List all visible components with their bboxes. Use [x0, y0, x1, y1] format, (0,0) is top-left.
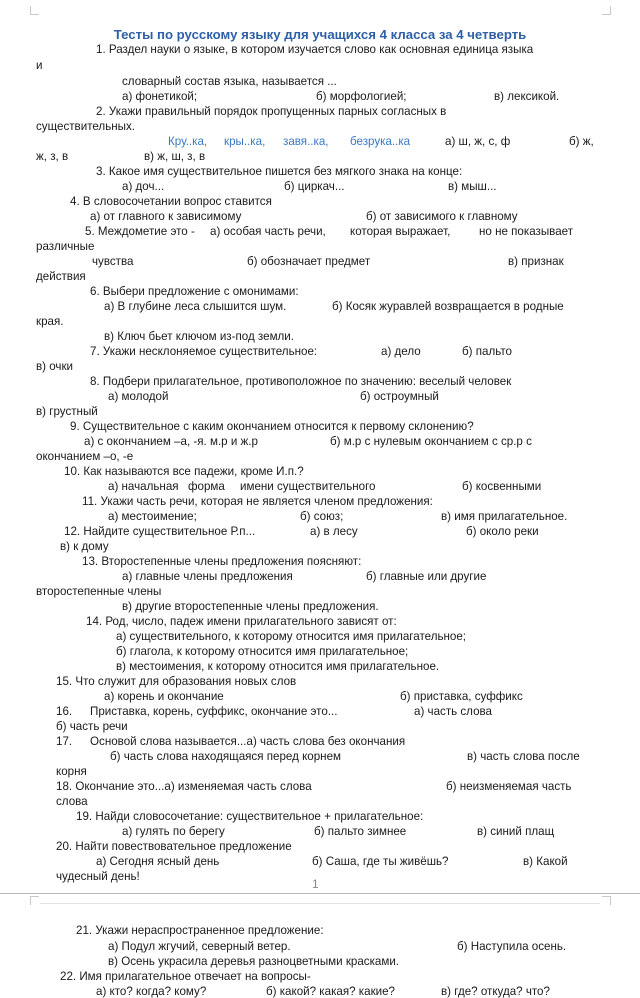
- text-line: б) от зависимого к главному: [366, 210, 518, 223]
- text-line: в) ж, ш, з, в: [144, 150, 206, 163]
- text-line: ж, з, в: [36, 150, 69, 163]
- text-line: 18. Окончание это...а) изменяемая часть слова: [56, 780, 312, 793]
- text-line: действия: [36, 270, 86, 283]
- text-line: а) доч...: [122, 180, 165, 193]
- text-line: б) остроумный: [360, 390, 439, 403]
- text-line: 15. Что служит для образования новых слов: [56, 675, 297, 688]
- text-line: Приставка, корень, суффикс, окончание это...: [90, 705, 338, 718]
- text-line: б) обозначает предмет: [247, 255, 371, 268]
- text-line: 1. Раздел науки о языке, в котором изучается слово как основная единица языка: [96, 43, 534, 56]
- text-line: в) очки: [36, 360, 74, 373]
- text-line: в) признак: [508, 255, 564, 268]
- text-line: а) Подул жгучий, северный ветер.: [108, 940, 291, 953]
- text-line: б) главные или другие: [366, 570, 487, 583]
- text-line: форма: [188, 480, 225, 493]
- page-separator-inner: [40, 903, 600, 904]
- text-line: 19. Найди словосочетание: существительное + прилагательное:: [76, 810, 424, 823]
- text-line: 2. Укажи правильный порядок пропущенных парных согласных в: [96, 105, 447, 118]
- text-line: а) кто? когда? кому?: [96, 985, 207, 998]
- text-line: б) пальто зимнее: [314, 825, 407, 838]
- text-line: б) Наступила осень.: [457, 940, 567, 953]
- text-line: в) другие второстепенные члены предложения.: [122, 600, 379, 613]
- text-line: 9. Существительное с каким окончанием относится к первому склонению?: [70, 420, 474, 433]
- text-line: б) какой? какая? какие?: [266, 985, 396, 998]
- text-line: 3. Какое имя существительное пишется без мягкого знака на конце:: [96, 165, 463, 178]
- crop-mark-top-right: [602, 6, 611, 15]
- text-line: а) существительного, к которому относится имя прилагательное;: [116, 630, 467, 643]
- text-line: которая выражает,: [350, 225, 451, 238]
- text-line: б) пальто: [462, 345, 512, 358]
- text-line: в) грустный: [36, 405, 98, 418]
- text-line: а) местоимение;: [108, 510, 197, 523]
- text-line: 20. Найти повествовательное предложение: [56, 840, 292, 853]
- text-line: и: [36, 59, 43, 72]
- text-line: в) Ключ бьет ключом из-под земли.: [104, 330, 294, 343]
- text-line: кры..ка,: [224, 135, 266, 148]
- text-line: б) часть речи: [56, 720, 128, 733]
- text-line: в) где? откуда? что?: [441, 985, 550, 998]
- text-line: б) глагола, к которому относится имя прилагательное;: [116, 645, 409, 658]
- text-line: имени существительного: [240, 480, 376, 493]
- page-separator: [0, 893, 640, 894]
- text-line: а) корень и окончание: [104, 690, 224, 703]
- crop-mark-bottom-left: [30, 896, 39, 905]
- text-line: б) приставка, суффикс: [400, 690, 523, 703]
- text-line: в) лексикой.: [494, 90, 560, 103]
- text-line: 16.: [56, 705, 73, 718]
- text-line: б) часть слова находящаяся перед корнем: [110, 750, 342, 763]
- crop-mark-bottom-right: [602, 896, 611, 905]
- text-line: чувства: [92, 255, 134, 268]
- text-line: 7. Укажи несклоняемое существительное:: [90, 345, 318, 358]
- text-line: Кру..ка,: [168, 135, 208, 148]
- crop-mark-top-left: [30, 6, 39, 15]
- text-line: 21. Укажи нераспространенное предложение:: [76, 924, 324, 937]
- text-line: 4. В словосочетании вопрос ставится: [70, 195, 272, 208]
- text-line: различные: [36, 240, 95, 253]
- text-line: безрука..ка: [350, 135, 411, 148]
- text-line: края.: [36, 315, 64, 328]
- text-line: а) особая часть речи,: [210, 225, 326, 238]
- text-line: б) циркач...: [284, 180, 345, 193]
- text-line: 14. Род, число, падеж имени прилагательного зависят от:: [86, 615, 397, 628]
- text-line: б) морфологией;: [316, 90, 407, 103]
- text-line: 11. Укажи часть речи, которая не является членом предложения:: [82, 495, 433, 508]
- text-line: 22. Имя прилагательное отвечает на вопросы-: [60, 970, 311, 983]
- text-line: а) ш, ж, с, ф: [445, 135, 511, 148]
- text-line: 10. Как называются все падежи, кроме И.п.?: [64, 465, 304, 478]
- text-line: 12. Найдите существительное Р.п...: [64, 525, 256, 538]
- text-line: б) ж,: [569, 135, 594, 148]
- text-line: а) начальная: [108, 480, 179, 493]
- text-line: в) местоимения, к которому относится имя прилагательное.: [116, 660, 440, 673]
- text-line: а) дело: [381, 345, 421, 358]
- text-line: а) часть слова: [414, 705, 493, 718]
- text-line: б) косвенными: [462, 480, 542, 493]
- text-line: слова: [56, 795, 88, 808]
- text-line: Основой слова называется...а) часть слова без окончания: [90, 735, 406, 748]
- text-line: б) неизменяемая часть: [446, 780, 572, 793]
- text-line: а) В глубине леса слышится шум.: [104, 300, 287, 313]
- text-line: в) синий плащ: [477, 825, 555, 838]
- text-line: б) м.р с нулевым окончанием с ср.р с: [330, 435, 532, 448]
- text-line: в) имя прилагательное.: [441, 510, 568, 523]
- text-line: а) Сегодня ясный день: [96, 855, 220, 868]
- text-line: в) Осень украсила деревья разноцветными красками.: [108, 955, 400, 968]
- text-line: 8. Подбери прилагательное, противоположное по значению: веселый человек: [90, 375, 512, 388]
- text-line: в) часть слова после: [467, 750, 580, 763]
- text-line: корня: [56, 765, 87, 778]
- text-line: а) гулять по берегу: [122, 825, 225, 838]
- page-number: 1: [312, 877, 319, 891]
- text-line: а) от главного к зависимому: [90, 210, 242, 223]
- text-line: завя..ка,: [283, 135, 329, 148]
- text-line: словарный состав языка, называется ...: [122, 75, 337, 88]
- text-line: в) мыш...: [448, 180, 497, 193]
- text-line: а) в лесу: [310, 525, 358, 538]
- text-line: б) Косяк журавлей возвращается в родные: [332, 300, 564, 313]
- text-line: 17.: [56, 735, 73, 748]
- text-line: второстепенные члены: [36, 585, 162, 598]
- text-line: а) главные члены предложения: [122, 570, 293, 583]
- text-line: окончанием –о, -е: [36, 450, 134, 463]
- text-line: а) с окончанием –а, -я. м.р и ж.р: [84, 435, 258, 448]
- text-line: б) Саша, где ты живёшь?: [312, 855, 449, 868]
- text-line: в) к дому: [60, 540, 109, 553]
- text-line: в) Какой: [523, 855, 568, 868]
- text-line: но не показывает: [479, 225, 574, 238]
- text-line: 6. Выбери предложение с омонимами:: [90, 285, 299, 298]
- text-line: б) около реки: [466, 525, 539, 538]
- text-line: существительных.: [36, 120, 135, 133]
- text-line: 5. Междометие это -: [85, 225, 195, 238]
- text-line: а) фонетикой;: [122, 90, 198, 103]
- text-line: б) союз;: [300, 510, 344, 523]
- document-title: Тесты по русскому языку для учащихся 4 класса за 4 четверть: [113, 27, 527, 42]
- text-line: чудесный день!: [56, 870, 140, 883]
- text-line: а) молодой: [108, 390, 169, 403]
- text-line: 13. Второстепенные члены предложения поясняют:: [82, 555, 362, 568]
